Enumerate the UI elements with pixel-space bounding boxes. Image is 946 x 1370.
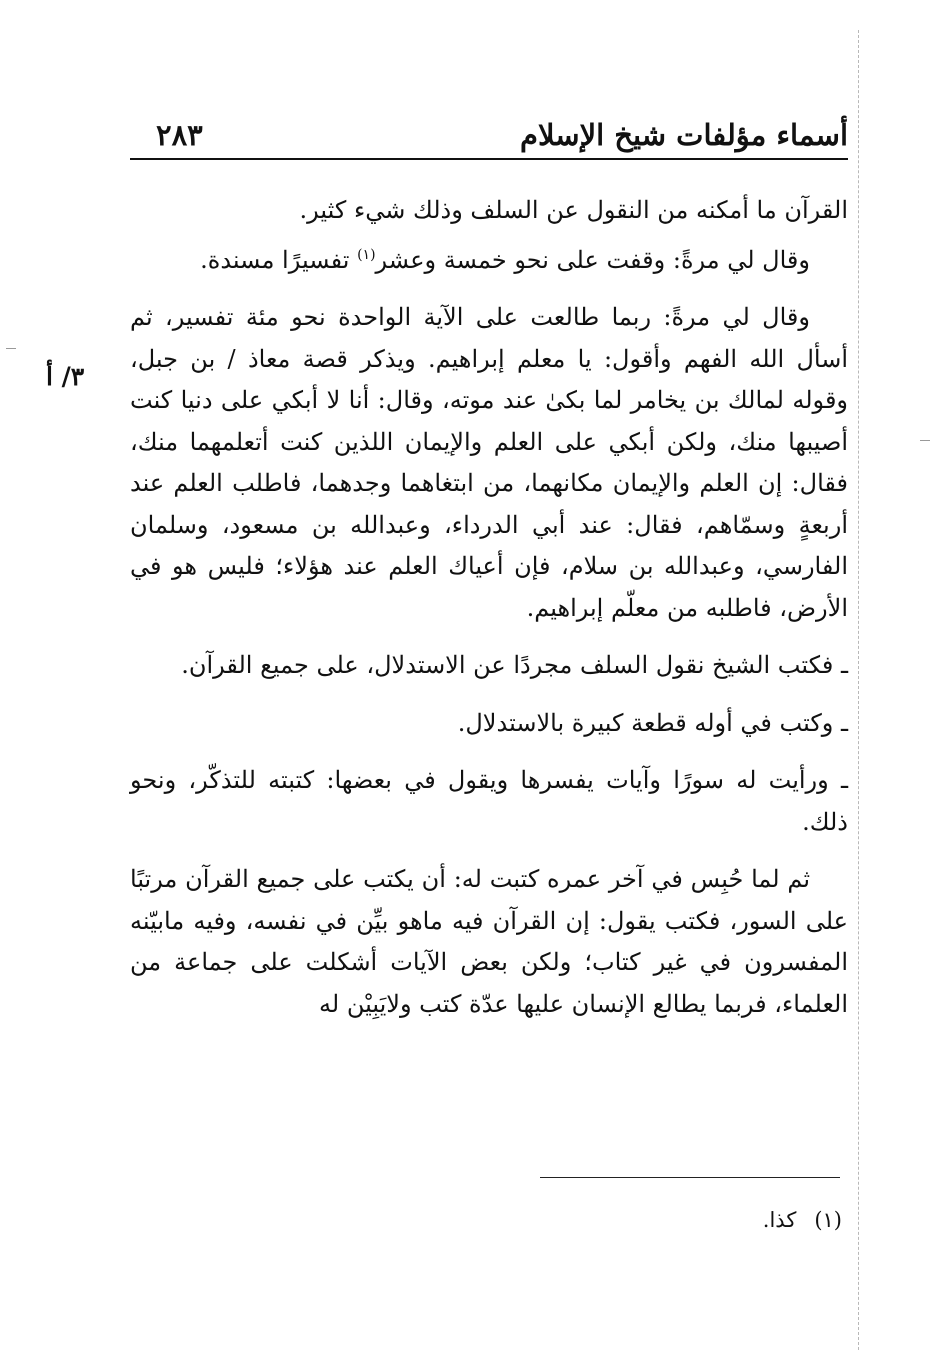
running-header [130, 118, 848, 158]
footnote-text: كذا. [762, 1208, 797, 1232]
footnote-reference: (١) [357, 246, 376, 263]
list-paragraph: ـ فكتب الشيخ نقول السلف مجردًا عن الاستدلال، على جميع القرآن. [181, 651, 848, 679]
scan-edge-mark [920, 440, 930, 441]
manuscript-folio-note: ٣/ أ [46, 362, 85, 391]
scan-edge-line [858, 30, 859, 1350]
scan-edge-mark [6, 348, 16, 349]
page-number: ٢٨٣ [156, 118, 203, 152]
running-title: أسماء مؤلفات شيخ الإسلام [520, 118, 848, 152]
footnote [763, 1208, 842, 1232]
main-text [130, 190, 848, 1041]
paragraph-text: وقال لي مرةً: وقفت على نحو خمسة وعشر [375, 245, 810, 274]
footnote-number: (١) [814, 1208, 842, 1232]
paragraph: القرآن ما أمكنه من النقول عن السلف وذلك شيء كثير. [299, 196, 848, 224]
list-paragraph: ـ وكتب في أوله قطعة كبيرة بالاستدلال. [457, 708, 848, 737]
footnote-separator [540, 1177, 840, 1178]
paragraph-text: تفسيرًا مسندة. [200, 245, 350, 274]
paragraph: وقال لي مرةً: ربما طالعت على الآية الواحدة نحو مئة تفسير، ثم أسأل الله الفهم وأقول: يا معلم إبراهيم. ويذكر قصة معاذ / بن جبل، وقوله لمالك بن يخامر لما بكىٰ عند موته، وقال: أنا لا أبكي على دنيا كنت أصيبها منك، ولكن أبكي على العلم والإيمان اللذين كنت أتعلمهما منك، فقال: إن العلم والإيمان مكانهما، من ابتغاهما وجدهما، فاطلب العلم عند أربعةٍ وسمّاهم، فقال: عند أبي الدرداء، وعبدالله بن مسعود، وسلمان الفارسي، وعبدالله بن سلام، فإن أعياك العلم عند هؤلاء؛ فليس هو في الأرض، فاطلبه من معلّم إبراهيم. [130, 303, 848, 622]
paragraph-with-footnote [130, 240, 848, 282]
header-rule [130, 158, 848, 160]
list-paragraph: ـ ورأيت له سورًا وآيات يفسرها ويقول في بعضها: كتبته للتذكّر، ونحو ذلك. [130, 766, 848, 836]
paragraph: ثم لما حُبِس في آخر عمره كتبت له: أن يكتب على جميع القرآن مرتبًا على السور، فكتب يقول: إن القرآن فيه ماهو بيِّن في نفسه، وفيه مابيّنه المفسرون في غير كتاب؛ ولكن بعض الآيات أشكلت على جماعة من العلماء، فربما يطالع الإنسان عليها عدّة كتب ولايَبِيْن له [130, 865, 848, 1018]
